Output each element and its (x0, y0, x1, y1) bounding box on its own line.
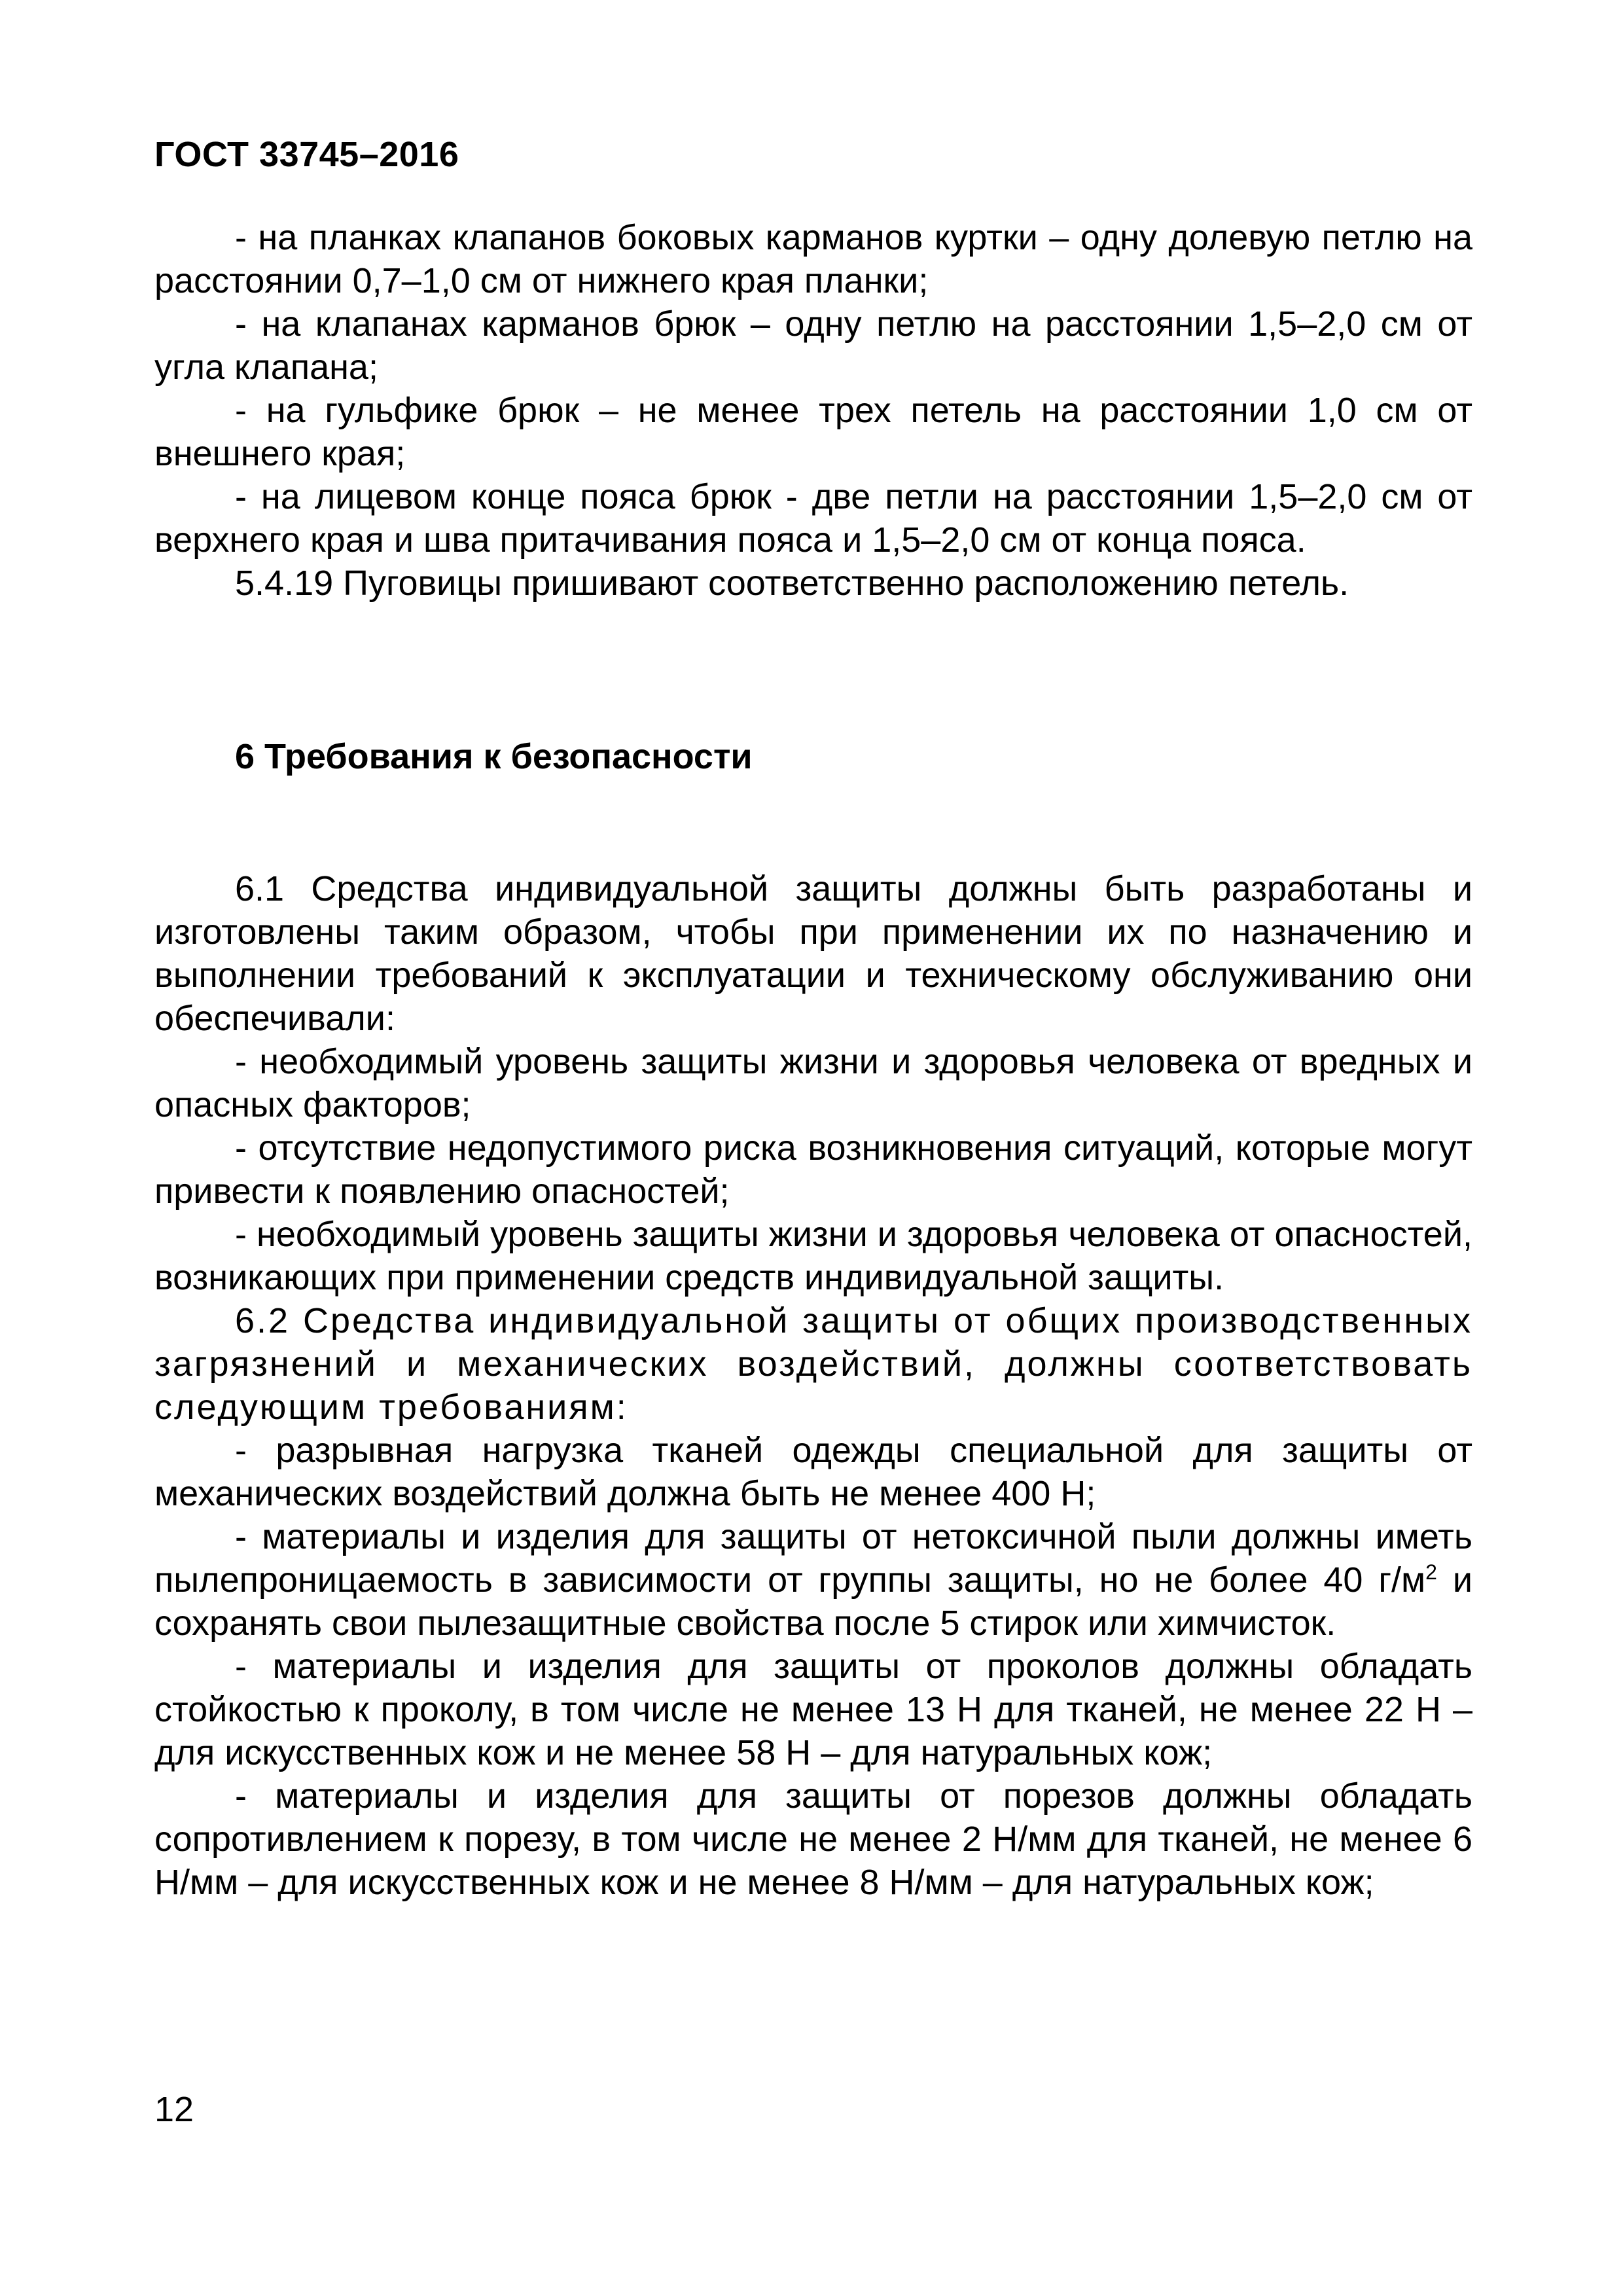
section-body (154, 867, 1472, 1904)
list-item: - на лицевом конце пояса брюк - две петли на расстоянии 1,5–2,0 см от верхнего края и шва притачивания пояса и 1,5–2,0 см от конца пояса. (154, 477, 1472, 560)
list-item: - необходимый уровень защиты жизни и здоровья человека от вредных и опасных факторов; (154, 1042, 1472, 1124)
section-title: 6 Требования к безопасности (235, 737, 753, 776)
page-header-standard: ГОСТ 33745–2016 (154, 135, 459, 174)
list-item: - материалы и изделия для защиты от проколов должны обладать стойкостью к проколу, в том числе не менее 13 Н для тканей, не менее 22 Н – для искусственных кож и не менее 58 Н – для натуральных кож; (154, 1647, 1472, 1772)
superscript-2: 2 (1425, 1560, 1437, 1584)
list-item: - на планках клапанов боковых карманов куртки – одну долевую петлю на расстоянии 0,7–1,0 см от нижнего края планки; (154, 218, 1472, 300)
list-item: - на гульфике брюк – не менее трех петель на расстоянии 1,0 см от внешнего края; (154, 391, 1472, 473)
list-item-dust (154, 1515, 1472, 1645)
dust-text-part1: - материалы и изделия для защиты от нетоксичной пыли должны иметь пылепроницаемость в зависимости от группы защиты, но не более 40 г/м (154, 1517, 1472, 1600)
clause-6-2: 6.2 Средства индивидуальной защиты от общих производственных загрязнений и механических воздействий, должны соответствовать следующим требованиям: (154, 1301, 1472, 1427)
continued-list (154, 216, 1472, 605)
list-item: - материалы и изделия для защиты от порезов должны обладать сопротивлением к порезу, в том числе не менее 2 Н/мм для тканей, не менее 6 Н/мм – для искусственных кож и не менее 8 Н/мм – для натуральных кож; (154, 1776, 1472, 1902)
list-item: - отсутствие недопустимого риска возникновения ситуаций, которые могут привести к появлению опасностей; (154, 1128, 1472, 1211)
list-item: - на клапанах карманов брюк – одну петлю на расстоянии 1,5–2,0 см от угла клапана; (154, 304, 1472, 387)
clause-5-4-19: 5.4.19 Пуговицы пришивают соответственно расположению петель. (235, 564, 1349, 603)
page-number: 12 (154, 2090, 194, 2129)
clause-6-1: 6.1 Средства индивидуальной защиты должны быть разработаны и изготовлены таким образом, чтобы при применении их по назначению и выполнении требований к эксплуатации и техническому обслуживанию они обеспечивали: (154, 869, 1472, 1038)
dust-text-part2: и сохранять свои пылезащитные свойства после 5 стирок или химчисток. (154, 1560, 1472, 1643)
list-item: - разрывная нагрузка тканей одежды специальной для защиты от механических воздействий должна быть не менее 400 Н; (154, 1431, 1472, 1513)
list-item: - необходимый уровень защиты жизни и здоровья человека от опасностей, возникающих при применении средств индивидуальной защиты. (154, 1215, 1472, 1297)
